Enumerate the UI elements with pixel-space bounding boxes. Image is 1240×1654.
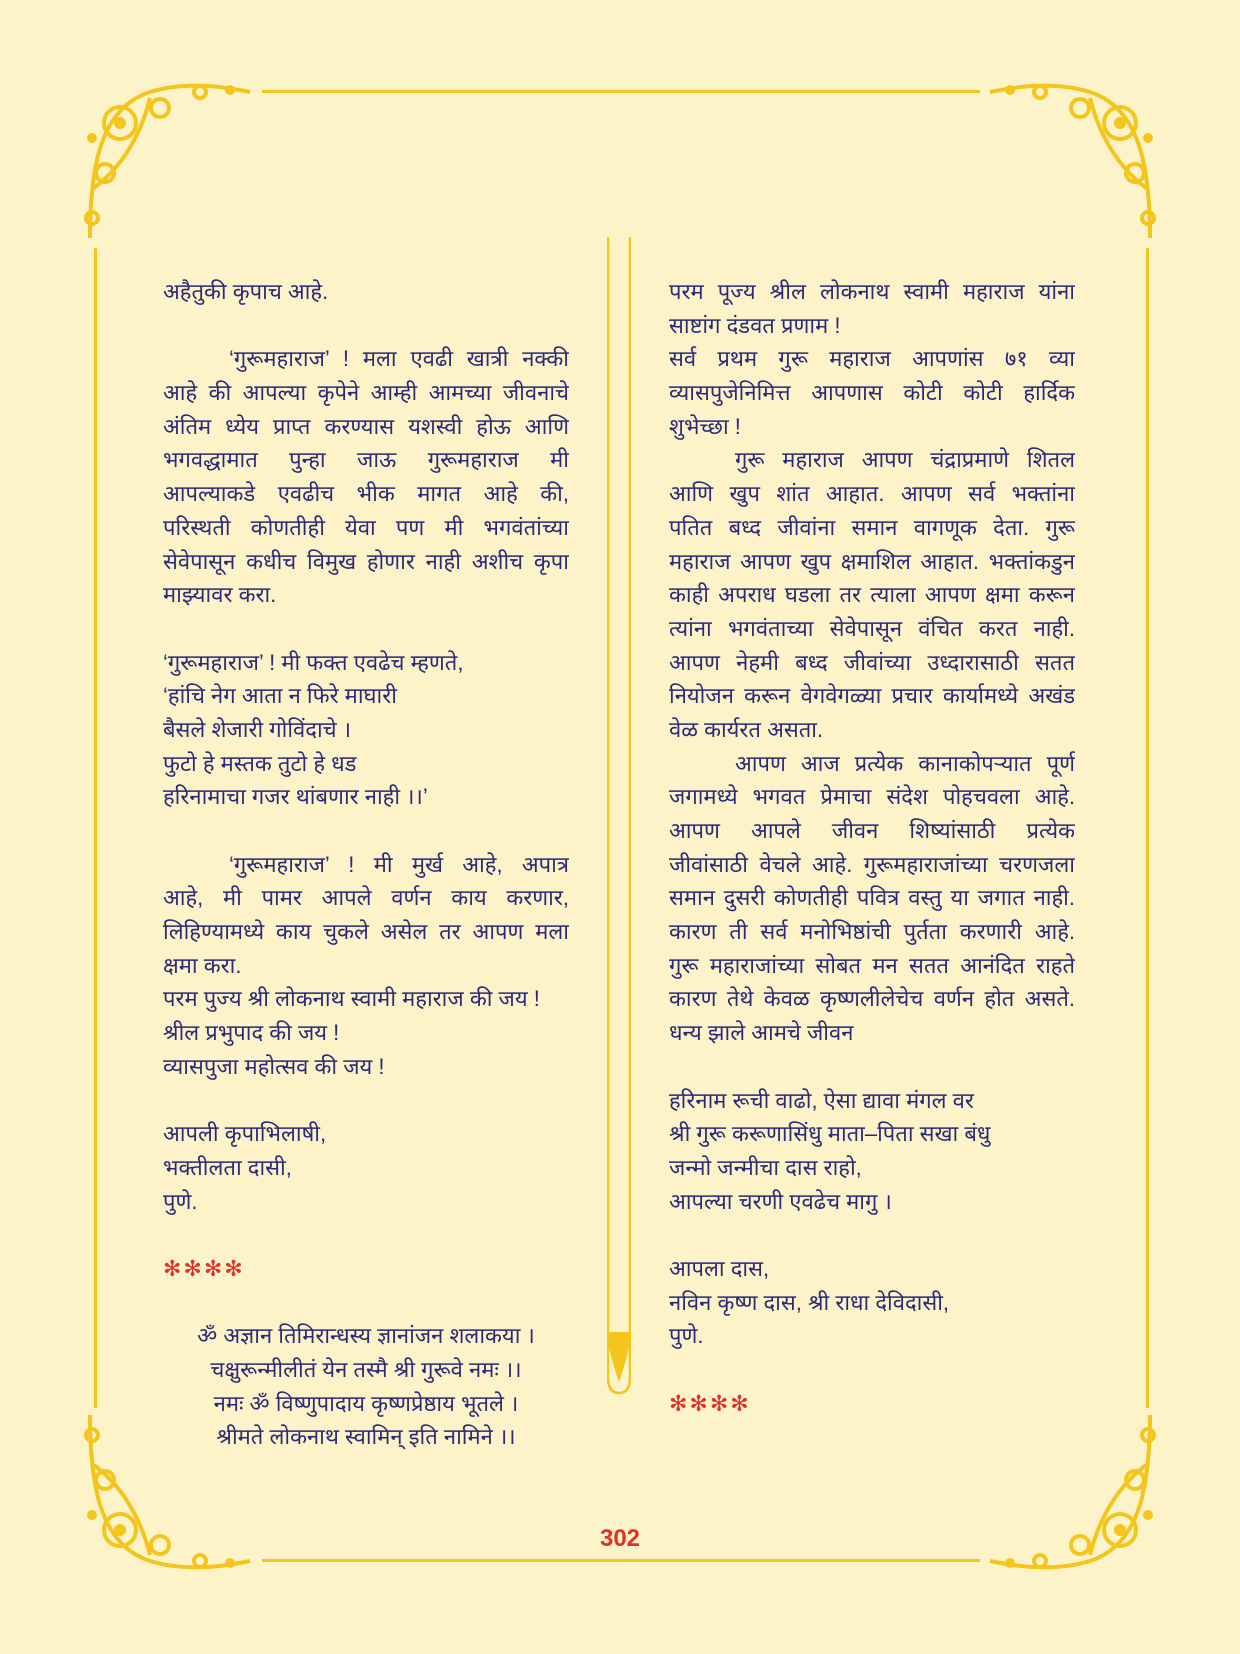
text-line: ‘हांचि नेग आता न फिरे माघारी (163, 683, 397, 709)
blank-line (163, 1218, 569, 1252)
text-line: जीवांसाठी वेचले आहे. गुरूमहाराजांच्या चरणजला (669, 851, 1075, 877)
text-line: जन्मो जन्मीचा दास राहो, (669, 1154, 862, 1180)
text-line: काही अपराध घडला तर त्याला आपण क्षमा करून (669, 582, 1075, 608)
text-line: ‘गुरूमहाराज’ ! मी फक्त एवढेच म्हणते, (163, 649, 464, 675)
blank-line (163, 1286, 569, 1320)
text-line: आपला दास, (669, 1255, 770, 1281)
text-line: परम पूज्य श्रील लोकनाथ स्वामी महाराज यांना (669, 279, 1075, 304)
frame-bottom-line (262, 1559, 980, 1562)
section-separator-asterisks: ✻✻✻✻ (163, 1255, 245, 1281)
text-line: श्री गुरू करूणासिंधु माता–पिता सखा बंधु (669, 1121, 991, 1147)
text-line: वेळ कार्यरत असता. (669, 716, 824, 742)
text-line: अहैतुकी कृपाच आहे. (163, 279, 329, 304)
text-line: नविन कृष्ण दास, श्री राधा देविदासी, (669, 1289, 950, 1315)
text-line: आपल्याकडे एवढीच भीक मागत आहे की, (163, 481, 569, 507)
text-line: व्यासपुजेनिमित्त आपणास कोटी कोटी हार्दिक (669, 380, 1075, 406)
text-line: ‘गुरूमहाराज’ ! मी मुर्ख आहे, अपात्र (229, 851, 569, 877)
text-line: आपण नेहमी बध्द जीवांच्या उध्दारासाठी सतत (669, 649, 1075, 675)
text-line: पुणे. (669, 1323, 704, 1349)
text-line: शुभेच्छा ! (669, 413, 741, 439)
blank-line (669, 1218, 1075, 1252)
text-line: साष्टांग दंडवत प्रणाम ! (669, 312, 841, 338)
text-line: गुरू महाराज आपण चंद्राप्रमाणे शितल (735, 447, 1075, 473)
text-line: आपली कृपाभिलाषी, (163, 1121, 327, 1147)
corner-ornament-top-left (80, 78, 255, 253)
text-line: क्षमा करा. (163, 952, 242, 978)
text-line: चक्षुरून्मीलीतं येन तस्मै श्री गुरूवे नमः ।। (210, 1357, 522, 1382)
text-line: पतित बध्द जीवांना समान वागणूक देता. गुरू (669, 514, 1075, 540)
text-line: गुरू महाराजांच्या सोबत मन सतत आनंदित राहते (669, 952, 1075, 978)
text-line: श्रील प्रभुपाद की जय ! (163, 1020, 340, 1046)
text-line: लिहिण्यामध्ये काय चुकले असेल तर आपण मला (163, 919, 569, 945)
text-line: बैसले शेजारी गोविंदाचे । (163, 716, 352, 742)
blank-line (163, 814, 569, 848)
frame-left-line (94, 248, 97, 1408)
right-column (669, 275, 1075, 1420)
text-line: आपण आज प्रत्येक कानाकोपऱ्यात पूर्ण (735, 750, 1075, 776)
text-line: हरिनामाचा गजर थांबणार नाही ।।’ (163, 784, 428, 810)
text-line: आणि खुप शांत आहात. आपण सर्व भक्तांना (669, 481, 1075, 507)
text-line: ॐ अज्ञान तिमिरान्धस्य ज्ञानांजन शलाकया । (197, 1323, 535, 1349)
text-line: कारण तेथे केवळ कृष्णलीलेचेच वर्णन होत असते. (669, 986, 1075, 1012)
text-line: श्रीमते लोकनाथ स्वामिन् इति नामिने ।। (216, 1424, 516, 1450)
section-separator-asterisks: ✻✻✻✻ (669, 1390, 751, 1416)
blank-line (669, 1353, 1075, 1387)
text-line: धन्य झाले आमचे जीवन (669, 1020, 854, 1046)
text-line: कारण ती सर्व मनोभिष्ठांची पुर्तता करणारी आहे. (669, 919, 1075, 945)
text-line: सर्व प्रथम गुरू महाराज आपणांस ७१ व्या (669, 346, 1075, 372)
frame-top-line (262, 90, 980, 93)
text-line: त्यांना भगवंताच्या सेवेपासून वंचित करत नाही. (669, 615, 1075, 641)
text-line: आहे, मी पामर आपले वर्णन काय करणार, (163, 885, 569, 911)
blank-line (163, 612, 569, 646)
text-line: जगामध्ये भगवत प्रेमाचा संदेश पोहचवला आहे. (669, 784, 1075, 810)
column-divider (607, 237, 631, 1397)
text-line: परिस्थती कोणतीही येवा पण मी भगवंतांच्या (163, 514, 569, 540)
text-line: ‘गुरूमहाराज’ ! मला एवढी खात्री नक्की (229, 346, 569, 372)
text-line: आपण आपले जीवन शिष्यांसाठी प्रत्येक (669, 818, 1075, 843)
text-line: समान दुसरी कोणतीही पवित्र वस्तु या जगात नाही. (669, 885, 1075, 911)
blank-line (669, 1050, 1075, 1084)
frame-right-line (1146, 248, 1149, 1408)
text-line: फुटो हे मस्तक तुटो हे धड (163, 750, 357, 776)
text-line: आपल्या चरणी एवढेच मागु । (669, 1188, 892, 1214)
text-line: भक्तीलता दासी, (163, 1154, 292, 1180)
text-line: परम पुज्य श्री लोकनाथ स्वामी महाराज की जय ! (163, 986, 540, 1012)
text-line: नमः ॐ विष्णुपादाय कृष्णप्रेष्ठाय भूतले । (213, 1390, 519, 1416)
text-line: भगवद्धामात पुन्हा जाऊ गुरूमहाराज मी (163, 447, 569, 473)
text-line: हरिनाम रूची वाढो, ऐसा द्यावा मंगल वर (669, 1087, 974, 1113)
page-number: 302 (599, 1525, 641, 1552)
text-line: पुणे. (163, 1188, 198, 1214)
text-line: आहे की आपल्या कृपेने आम्ही आमच्या जीवनाचे (163, 380, 569, 406)
text-line: अंतिम ध्येय प्राप्त करण्यास यशस्वी होऊ आणि (163, 413, 569, 439)
text-line: सेवेपासून कधीच विमुख होणार नाही अशीच कृपा (163, 548, 569, 574)
text-line: माझ्यावर करा. (163, 582, 277, 608)
blank-line (163, 1084, 569, 1118)
left-column (163, 275, 569, 1454)
blank-line (163, 309, 569, 343)
text-line: नियोजन करून वेगवेगळ्या प्रचार कार्यामध्ये अखंड (669, 683, 1075, 709)
text-line: व्यासपुजा महोत्सव की जय ! (163, 1053, 385, 1079)
text-line: महाराज आपण खुप क्षमाशिल आहात. भक्तांकडुन (669, 548, 1075, 574)
corner-ornament-top-right (985, 78, 1160, 253)
